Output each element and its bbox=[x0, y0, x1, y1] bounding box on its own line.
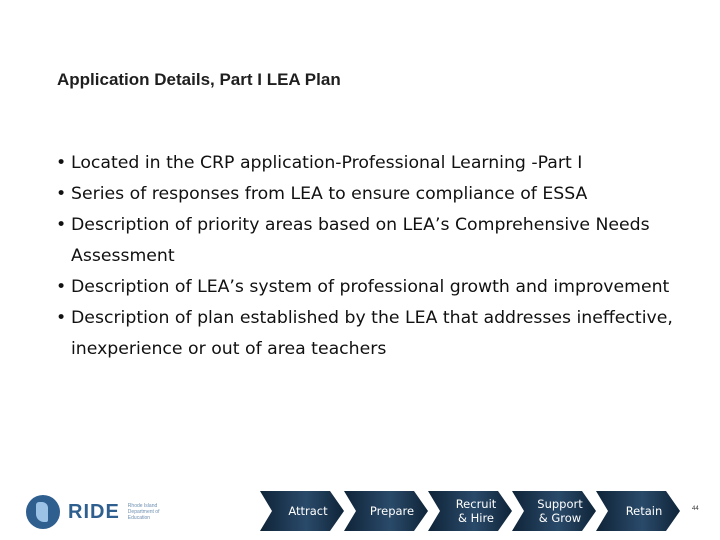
ride-logo bbox=[26, 495, 168, 529]
step-support-grow: Support & Grow bbox=[537, 497, 583, 525]
step-retain: Retain bbox=[625, 504, 663, 518]
bullet-marker: • bbox=[56, 215, 67, 235]
step-prepare: Prepare bbox=[369, 504, 415, 518]
rhode-island-map-icon bbox=[26, 495, 60, 529]
bullet-text: Description of priority areas based on LEA’s Comprehensive Needs Assessment bbox=[71, 215, 650, 266]
bullet-text: Located in the CRP application-Professional Learning -Part I bbox=[71, 153, 583, 173]
pipeline-chevrons bbox=[260, 491, 680, 531]
bullet-marker: • bbox=[56, 308, 67, 328]
bullet-item bbox=[56, 148, 696, 179]
bullet-text: Description of plan established by the LEA that addresses ineffective, inexperience or out of area teachers bbox=[71, 308, 673, 359]
bullet-text: Series of responses from LEA to ensure compliance of ESSA bbox=[71, 184, 588, 204]
bullet-item bbox=[56, 210, 696, 272]
bullet-item bbox=[56, 303, 696, 365]
step-recruit-hire: Recruit & Hire bbox=[455, 497, 497, 525]
bullet-text: Description of LEA’s system of professional growth and improvement bbox=[71, 277, 670, 297]
bullet-marker: • bbox=[56, 184, 67, 204]
logo-wordmark: RIDE bbox=[68, 500, 120, 523]
bullet-marker: • bbox=[56, 153, 67, 173]
bullet-list bbox=[56, 148, 696, 365]
step-attract: Attract bbox=[288, 504, 328, 518]
bullet-marker: • bbox=[56, 277, 67, 297]
bullet-item bbox=[56, 272, 696, 303]
slide-title: Application Details, Part I LEA Plan bbox=[57, 70, 341, 89]
page-number: 44 bbox=[692, 506, 699, 512]
logo-subtext: Rhode Island Department of Education bbox=[127, 503, 160, 521]
bullet-item bbox=[56, 179, 696, 210]
